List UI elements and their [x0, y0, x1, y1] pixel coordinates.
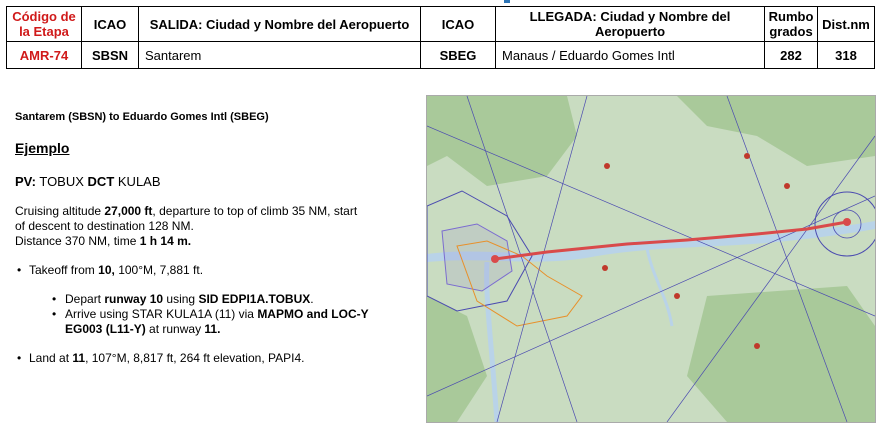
cruise-altitude: 27,000 ft	[104, 204, 153, 218]
cell-leg-code: AMR-74	[7, 42, 82, 69]
distance-pre: Distance 370 NM, time	[15, 234, 137, 248]
pv-to: KULAB	[117, 174, 161, 189]
arrive-line-2	[65, 322, 220, 337]
navaid-marker	[754, 343, 760, 349]
arrive-line	[65, 307, 369, 322]
land-runway: 11	[72, 351, 86, 365]
navaid-marker	[744, 153, 750, 159]
takeoff-post: 100°M, 7,881 ft.	[118, 263, 204, 277]
depart-runway: runway 10	[104, 292, 164, 306]
arrive-pre: Arrive using STAR KULA1A (11) via	[65, 307, 254, 321]
depart-line	[65, 292, 314, 307]
cell-icao-arrival: SBEG	[421, 42, 496, 69]
bullet-icon: •	[52, 307, 57, 321]
depart-pre: Depart	[65, 292, 102, 306]
depart-end: .	[310, 292, 314, 306]
cell-departure: Santarem	[139, 42, 421, 69]
map-forest	[687, 286, 875, 422]
bullet-icon: •	[17, 351, 22, 365]
navaid-marker	[674, 293, 680, 299]
header-leg-code: Código de la Etapa	[7, 7, 82, 42]
descent-line: of descent to destination 128 NM.	[15, 219, 194, 233]
route-map[interactable]	[426, 95, 876, 423]
route-map-svg	[427, 96, 875, 422]
header-heading: Rumbo grados	[765, 7, 818, 42]
table-row	[7, 42, 875, 69]
bullet-icon: •	[17, 263, 22, 277]
depart-mid: using	[166, 292, 196, 306]
header-icao-departure: ICAO	[82, 7, 139, 42]
pv-via: DCT	[87, 174, 115, 189]
header-arrival: LLEGADA: Ciudad y Nombre del Aeropuerto	[496, 7, 765, 42]
land-line	[29, 351, 304, 366]
navaid-marker	[602, 265, 608, 271]
arrive-via: MAPMO and LOC-Y	[257, 307, 369, 321]
cell-distance: 318	[818, 42, 875, 69]
leg-table	[6, 6, 875, 69]
depart-sid: SID EDPI1A.TOBUX	[198, 292, 311, 306]
table-header-row	[7, 7, 875, 42]
pv-from: TOBUX	[39, 174, 84, 189]
land-post: , 107°M, 8,817 ft, 264 ft elevation, PAPI4.	[85, 351, 305, 365]
cell-icao-departure: SBSN	[82, 42, 139, 69]
navaid-marker	[784, 183, 790, 189]
navaid-marker	[604, 163, 610, 169]
route-title: Santarem (SBSN) to Eduardo Gomes Intl (SBEG)	[15, 111, 269, 123]
cell-arrival: Manaus / Eduardo Gomes Intl	[496, 42, 765, 69]
takeoff-line	[29, 263, 203, 278]
arrive-runway: 11.	[204, 322, 221, 336]
takeoff-runway: 10,	[98, 263, 115, 277]
decorative-blue-mark	[504, 0, 510, 3]
header-departure: SALIDA: Ciudad y Nombre del Aeropuerto	[139, 7, 421, 42]
example-heading: Ejemplo	[15, 140, 70, 156]
arrive-loc: EG003 (L11-Y)	[65, 322, 146, 336]
cruise-pre: Cruising altitude	[15, 204, 102, 218]
bullet-icon: •	[52, 292, 57, 306]
pv-label: PV:	[15, 174, 36, 189]
cruise-line	[15, 204, 357, 219]
land-pre: Land at	[29, 351, 70, 365]
flight-plan-line	[15, 174, 161, 189]
distance-time: 1 h 14 m.	[139, 234, 192, 248]
arrival-airport-marker	[843, 218, 851, 226]
header-icao-arrival: ICAO	[421, 7, 496, 42]
header-distance: Dist.nm	[818, 7, 875, 42]
takeoff-pre: Takeoff from	[29, 263, 95, 277]
cruise-post: , departure to top of climb 35 NM, start	[152, 204, 358, 218]
arrive-post: at runway	[149, 322, 202, 336]
cell-heading: 282	[765, 42, 818, 69]
distance-line	[15, 234, 191, 249]
departure-airport-marker	[491, 255, 499, 263]
